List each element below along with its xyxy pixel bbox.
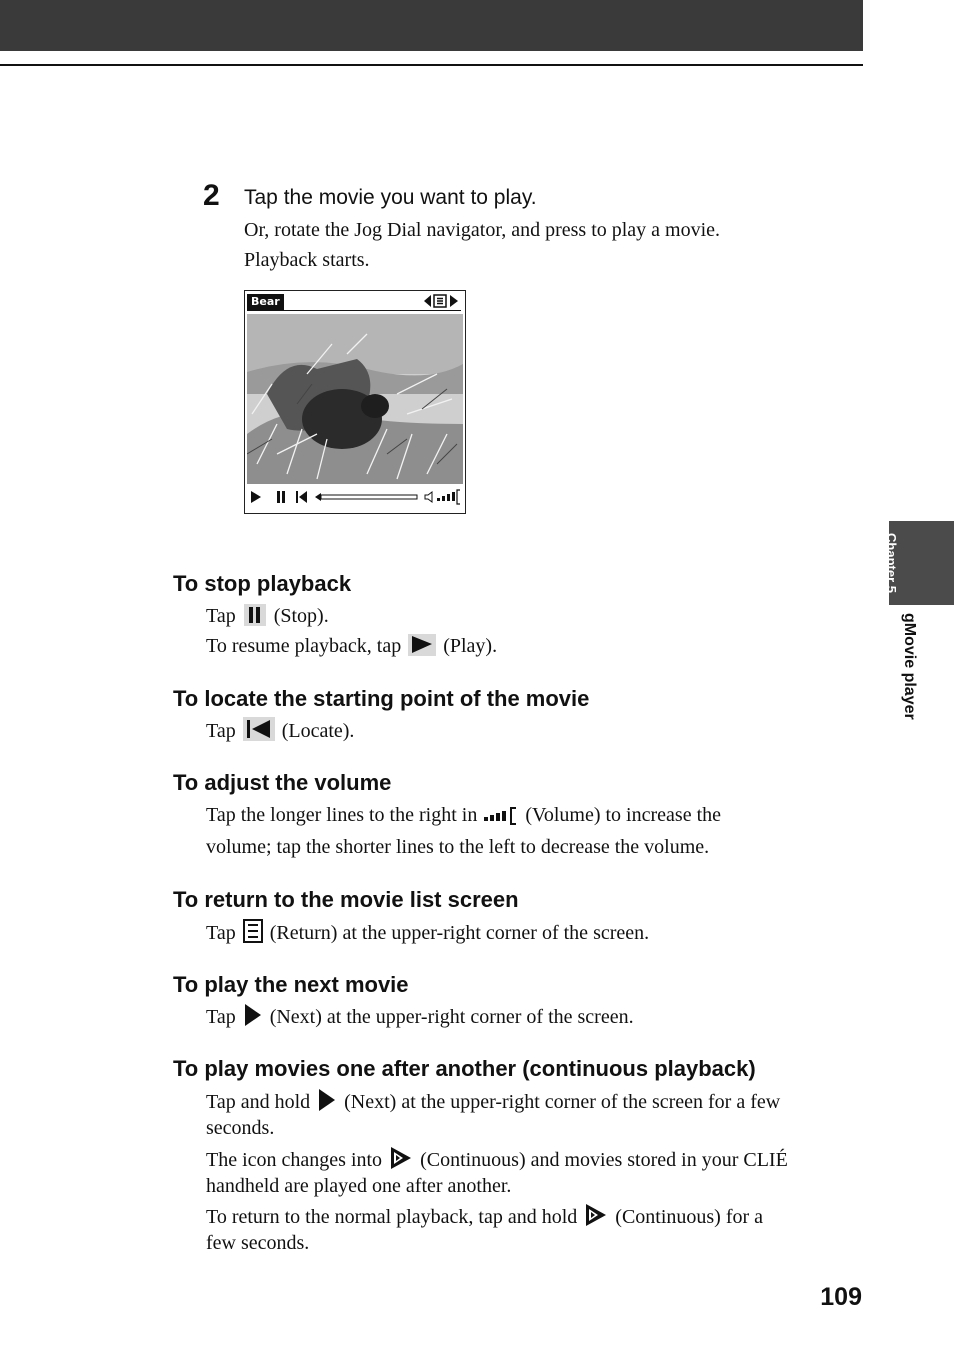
step-title: Tap the movie you want to play. xyxy=(244,186,537,209)
movie-title-tab: Bear xyxy=(247,294,284,310)
return-next-nav-icons xyxy=(423,294,461,308)
heading-play-next: To play the next movie xyxy=(173,972,409,997)
text: Tap xyxy=(206,720,236,742)
continuous-icon xyxy=(584,1203,608,1227)
continuous-line-3 xyxy=(206,1146,788,1173)
movie-frame-image xyxy=(247,314,463,484)
play-icon xyxy=(251,491,261,503)
header-rule xyxy=(0,64,863,66)
step-line-1: Or, rotate the Jog Dial navigator, and press to play a movie. xyxy=(244,219,721,241)
volume-icon xyxy=(484,807,518,825)
next-arrow-icon xyxy=(450,295,458,307)
text: Tap and hold xyxy=(206,1091,311,1113)
continuous-line-1 xyxy=(206,1088,780,1115)
step-line-2: Playback starts. xyxy=(244,249,370,271)
text: (Play). xyxy=(443,635,498,657)
page-number: 109 xyxy=(820,1283,862,1311)
heading-locate-start: To locate the starting point of the movie xyxy=(173,686,590,711)
text: Tap the longer lines to the right in xyxy=(206,804,478,826)
playback-control-bar xyxy=(249,489,463,505)
continuous-line-6: few seconds. xyxy=(206,1232,310,1254)
text: (Next) at the upper-right corner of the screen. xyxy=(269,1006,634,1028)
chapter-label: Chapter 5 xyxy=(884,533,899,593)
return-line-1 xyxy=(206,919,649,946)
movie-playback-screenshot xyxy=(244,290,466,514)
text: To resume playback, tap xyxy=(206,635,402,657)
text: (Locate). xyxy=(281,720,355,742)
continuous-line-5 xyxy=(206,1203,763,1230)
heading-adjust-volume: To adjust the volume xyxy=(173,770,392,795)
next-line-1 xyxy=(206,1003,634,1030)
volume-line-1 xyxy=(206,802,721,828)
page-header-bar xyxy=(0,0,863,51)
locate-line-1 xyxy=(206,717,354,744)
stop-icon xyxy=(243,604,267,626)
continuous-line-2: seconds. xyxy=(206,1117,275,1139)
speaker-icon xyxy=(425,492,432,502)
text: Tap xyxy=(206,1006,236,1028)
volume-line-2: volume; tap the shorter lines to the left to decrease the volume. xyxy=(206,836,710,858)
text: The icon changes into xyxy=(206,1149,383,1171)
play-icon xyxy=(408,634,436,656)
locate-icon xyxy=(243,717,275,741)
stop-line-2 xyxy=(206,633,497,659)
heading-continuous-playback: To play movies one after another (continuous playback) xyxy=(173,1056,756,1081)
next-icon xyxy=(243,1003,263,1027)
continuous-line-4: handheld are played one after another. xyxy=(206,1175,512,1197)
text: Tap xyxy=(206,605,236,627)
volume-bars-icon xyxy=(437,498,440,501)
text: Tap xyxy=(206,922,236,944)
progress-track xyxy=(321,495,417,499)
locate-icon xyxy=(296,491,298,503)
step-number: 2 xyxy=(203,179,220,212)
text: To return to the normal playback, tap and hold xyxy=(206,1206,578,1228)
screen-title-rule xyxy=(247,310,461,311)
position-marker-icon xyxy=(315,493,321,501)
text: (Volume) to increase the xyxy=(525,804,722,826)
text: (Stop). xyxy=(273,605,329,627)
previous-arrow-icon xyxy=(424,295,431,307)
text: (Continuous) for a xyxy=(615,1206,764,1228)
pause-icon xyxy=(277,491,280,503)
section-label: gMovie player xyxy=(901,613,918,720)
stop-line-1 xyxy=(206,603,329,629)
next-icon xyxy=(317,1088,337,1112)
text: (Return) at the upper-right corner of the screen. xyxy=(269,922,650,944)
return-icon xyxy=(243,919,263,943)
text: (Continuous) and movies stored in your CLIÉ xyxy=(420,1149,788,1171)
continuous-icon xyxy=(389,1146,413,1170)
heading-return-list: To return to the movie list screen xyxy=(173,887,519,912)
heading-stop-playback: To stop playback xyxy=(173,571,352,596)
text: (Next) at the upper-right corner of the screen for a few xyxy=(344,1091,781,1113)
chapter-tab xyxy=(884,521,954,605)
